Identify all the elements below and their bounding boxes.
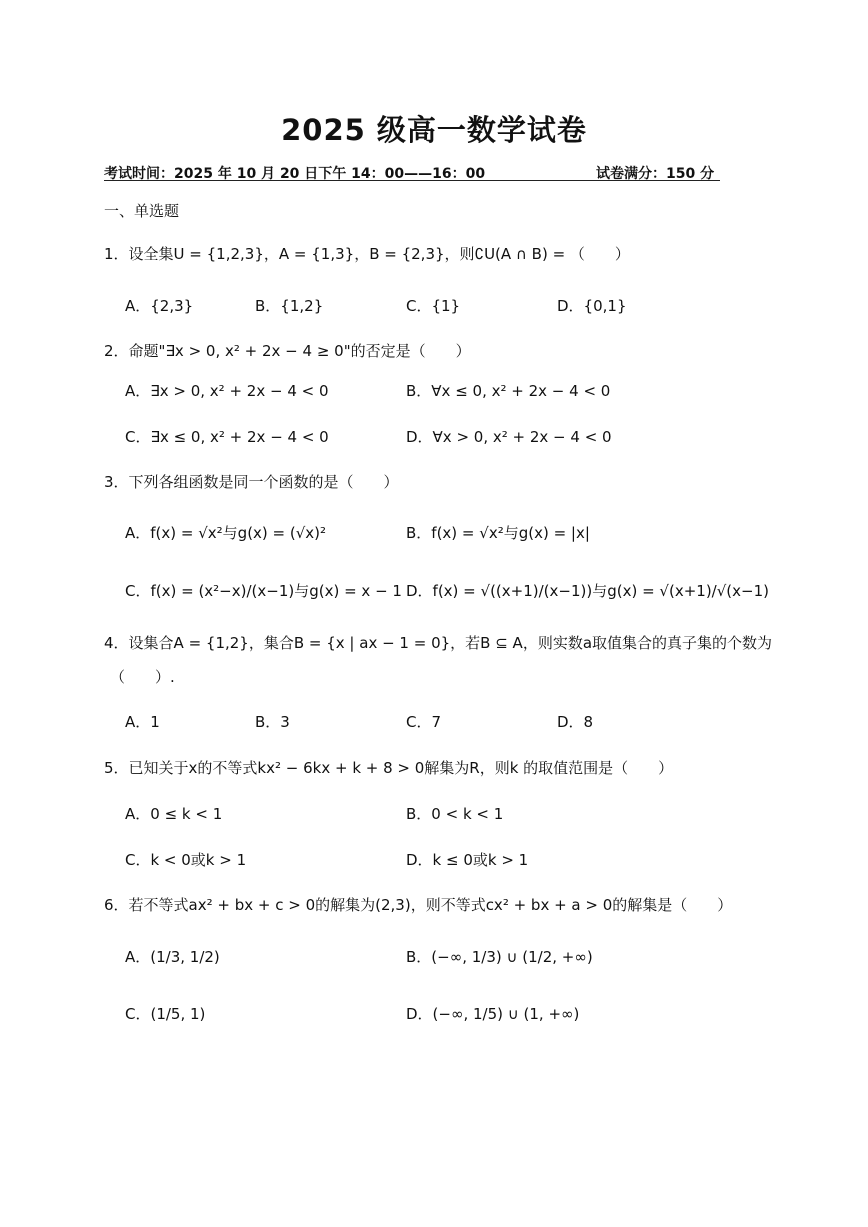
question-5-option-c: C．k < 0或k > 1 (125, 851, 247, 869)
question-1-option-a: A．{2,3} (125, 297, 194, 315)
question-4-stem-continued: （ ）. (110, 668, 175, 686)
question-6-option-b: B．(−∞, 1/3) ∪ (1/2, +∞) (406, 948, 593, 966)
full-score: 试卷满分：150 分 (596, 166, 715, 182)
question-4-option-b: B．3 (255, 713, 290, 731)
question-3-option-c: C．f(x) = (x²−x)/(x−1)与g(x) = x − 1 (125, 582, 402, 600)
question-4-stem: 4．设集合A = {1,2}，集合B = {x | ax − 1 = 0}，若B ⊆ A，则实数a取值集合的真子集的个数为 (104, 634, 773, 652)
question-4-option-c: C．7 (406, 713, 442, 731)
question-3-option-b: B．f(x) = √x²与g(x) = |x| (406, 524, 590, 542)
question-3-option-a: A．f(x) = √x²与g(x) = (√x)² (125, 524, 327, 542)
question-6-option-d: D．(−∞, 1/5) ∪ (1, +∞) (406, 1005, 580, 1023)
question-5-option-a: A．0 ≤ k < 1 (125, 805, 223, 823)
exam-time: 考试时间：2025 年 10 月 20 日下午 14：00——16：00 (104, 166, 486, 182)
question-1-option-d: D．{0,1} (557, 297, 627, 315)
question-2-option-b: B．∀x ≤ 0, x² + 2x − 4 < 0 (406, 382, 611, 400)
question-5-stem: 5．已知关于x的不等式kx² − 6kx + k + 8 > 0解集为R，则k 的取值范围是（ ） (104, 759, 674, 777)
header-rule (104, 180, 720, 181)
question-2-stem: 2．命题"∃x > 0, x² + 2x − 4 ≥ 0"的否定是（ ） (104, 342, 471, 360)
question-3-stem: 3．下列各组函数是同一个函数的是（ ） (104, 473, 399, 491)
question-2-option-c: C．∃x ≤ 0, x² + 2x − 4 < 0 (125, 428, 329, 446)
question-4-option-d: D．8 (557, 713, 594, 731)
question-2-option-a: A．∃x > 0, x² + 2x − 4 < 0 (125, 382, 329, 400)
question-1-stem: 1．设全集U = {1,2,3}，A = {1,3}，B = {2,3}，则∁U(A ∩ B) = （ ） (104, 245, 630, 263)
exam-title: 2025 级高一数学试卷 (281, 113, 587, 147)
question-6-stem: 6．若不等式ax² + bx + c > 0的解集为(2,3)，则不等式cx² + bx + a > 0的解集是（ ） (104, 896, 733, 914)
question-1-option-c: C．{1} (406, 297, 461, 315)
question-5-option-d: D．k ≤ 0或k > 1 (406, 851, 529, 869)
question-1-option-b: B．{1,2} (255, 297, 324, 315)
question-6-option-a: A．(1/3, 1/2) (125, 948, 220, 966)
question-3-option-d: D．f(x) = √((x+1)/(x−1))与g(x) = √(x+1)/√(x−1) (406, 582, 769, 600)
question-6-option-c: C．(1/5, 1) (125, 1005, 206, 1023)
question-5-option-b: B．0 < k < 1 (406, 805, 504, 823)
question-4-option-a: A．1 (125, 713, 160, 731)
question-2-option-d: D．∀x > 0, x² + 2x − 4 < 0 (406, 428, 612, 446)
section-title: 一、单选题 (104, 202, 180, 220)
